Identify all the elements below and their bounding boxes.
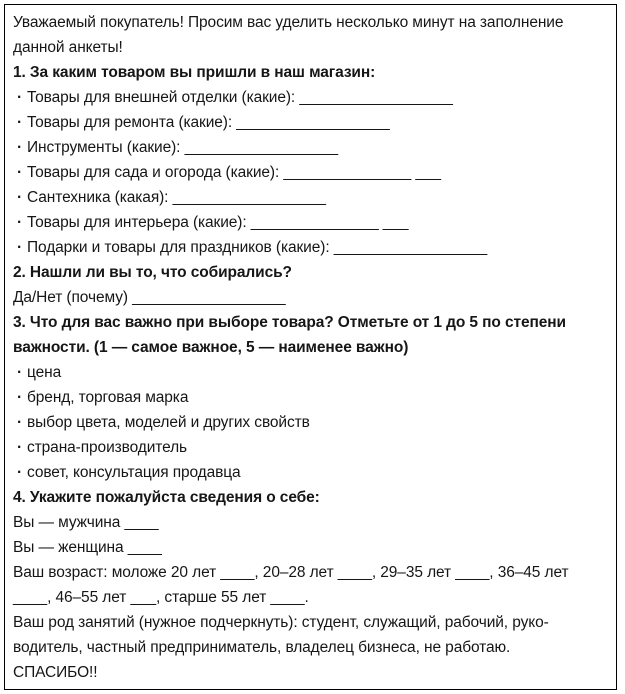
- gender-female-line: Вы — женщина ____: [13, 539, 162, 556]
- importance-option-label: цена: [27, 364, 62, 381]
- product-option-label: Подарки и товары для праздников (какие): __________________: [27, 239, 488, 256]
- occupation-line-1: Ваш род занятий (нужное подчеркнуть): студент, служащий, рабочий, руко-: [13, 614, 549, 631]
- product-option-label: Товары для внешней отделки (какие): __________________: [27, 89, 453, 106]
- bullet-icon: ·: [17, 164, 23, 181]
- product-option-label: Товары для интерьера (какие): _______________ ___: [27, 214, 409, 231]
- product-option-label: Товары для ремонта (какие): __________________: [27, 114, 390, 131]
- intro-text: [13, 10, 608, 60]
- bullet-icon: ·: [17, 89, 23, 106]
- intro-line-1: Уважаемый покупатель! Просим вас уделить несколько минут на заполнение: [13, 14, 564, 31]
- gender-male-line: Вы — мужчина ____: [13, 514, 159, 531]
- product-option-row: [13, 185, 608, 210]
- bullet-icon: ·: [17, 439, 23, 456]
- importance-option-row: [13, 385, 608, 410]
- product-option-row: [13, 85, 608, 110]
- section-3-heading-line-1: 3. Что для вас важно при выборе товара? Отметьте от 1 до 5 по степени: [13, 314, 566, 331]
- bullet-icon: ·: [17, 364, 23, 381]
- bullet-icon: ·: [17, 464, 23, 481]
- occupation-line-2: водитель, частный предприниматель, владелец бизнеса, не работаю.: [13, 639, 511, 656]
- bullet-icon: ·: [17, 239, 23, 256]
- importance-option-label: бренд, торговая марка: [27, 389, 189, 406]
- importance-option-label: совет, консультация продавца: [27, 464, 241, 481]
- yes-no-answer-line: Да/Нет (почему) __________________: [13, 289, 286, 306]
- product-option-row: [13, 110, 608, 135]
- bullet-icon: ·: [17, 214, 23, 231]
- product-option-row: [13, 160, 608, 185]
- bullet-icon: ·: [17, 414, 23, 431]
- bullet-icon: ·: [17, 189, 23, 206]
- product-option-row: [13, 210, 608, 235]
- section-4-heading: 4. Укажите пожалуйста сведения о себе:: [13, 489, 320, 506]
- section-3-heading-line-2: важности. (1 — самое важное, 5 — наименее важно): [13, 339, 409, 356]
- bullet-icon: ·: [17, 114, 23, 131]
- product-option-label: Инструменты (какие): __________________: [27, 139, 338, 156]
- section-2-heading: 2. Нашли ли вы то, что собирались?: [13, 264, 292, 281]
- importance-option-label: страна-производитель: [27, 439, 188, 456]
- questionnaire-page: [4, 4, 617, 690]
- thank-you-line: СПАСИБО!!: [13, 664, 98, 681]
- product-option-row: [13, 235, 608, 260]
- importance-option-row: [13, 435, 608, 460]
- importance-option-row: [13, 410, 608, 435]
- section-1-heading: 1. За каким товаром вы пришли в наш магазин:: [13, 64, 376, 81]
- bullet-icon: ·: [17, 139, 23, 156]
- age-line-2: ____, 46–55 лет ___, старше 55 лет ____.: [13, 589, 309, 606]
- importance-option-row: [13, 360, 608, 385]
- product-option-label: Сантехника (какая): __________________: [27, 189, 326, 206]
- age-line-1: Ваш возраст: моложе 20 лет ____, 20–28 лет ____, 29–35 лет ____, 36–45 лет: [13, 564, 569, 581]
- importance-option-row: [13, 460, 608, 485]
- product-option-label: Товары для сада и огорода (какие): _______________ ___: [27, 164, 441, 181]
- importance-option-label: выбор цвета, моделей и других свойств: [27, 414, 310, 431]
- bullet-icon: ·: [17, 389, 23, 406]
- intro-line-2: данной анкеты!: [13, 39, 123, 56]
- product-option-row: [13, 135, 608, 160]
